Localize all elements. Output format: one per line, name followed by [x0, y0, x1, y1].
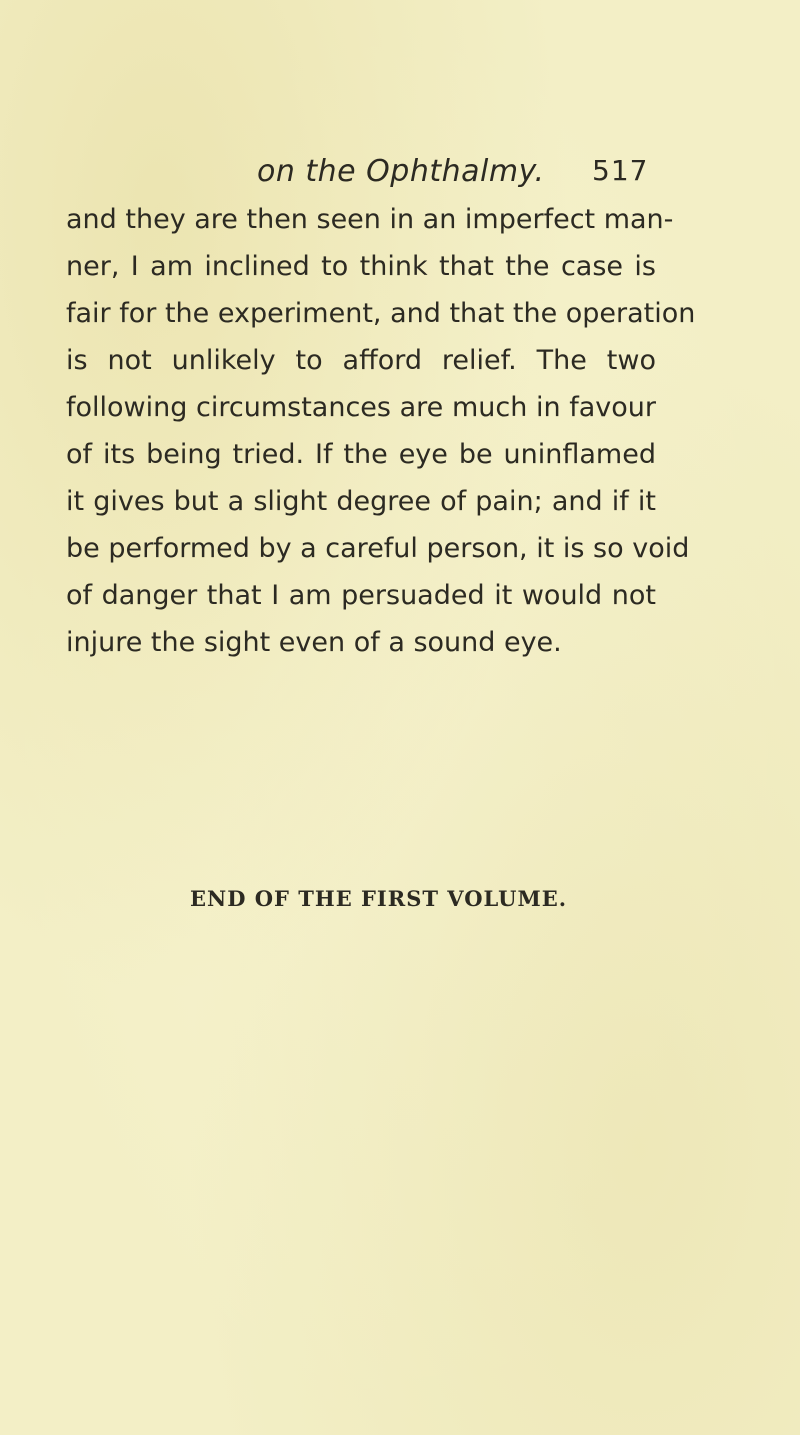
end-of-volume-note: END OF THE FIRST VOLUME. [190, 886, 568, 911]
text-line: of its being tried. If the eye be uninflamed [66, 439, 656, 470]
text-line: fair for the experiment, and that the operation [66, 298, 696, 329]
body-paragraph [66, 196, 696, 666]
text-line: of danger that I am persuaded it would not [66, 580, 656, 611]
text-line: injure the sight even of a sound eye. [66, 627, 562, 658]
text-line: it gives but a slight degree of pain; and if it [66, 486, 656, 517]
text-line: following circumstances are much in favour [66, 392, 656, 423]
text-line: ner, I am inclined to think that the case is [66, 251, 656, 282]
running-head [0, 150, 800, 200]
page-number: 517 [592, 154, 649, 187]
text-line: be performed by a careful person, it is so void [66, 533, 690, 564]
text-line: is not unlikely to afford relief. The two [66, 345, 656, 376]
running-title: on the Ophthalmy. [257, 154, 545, 189]
text-line: and they are then seen in an imperfect man- [66, 204, 674, 235]
